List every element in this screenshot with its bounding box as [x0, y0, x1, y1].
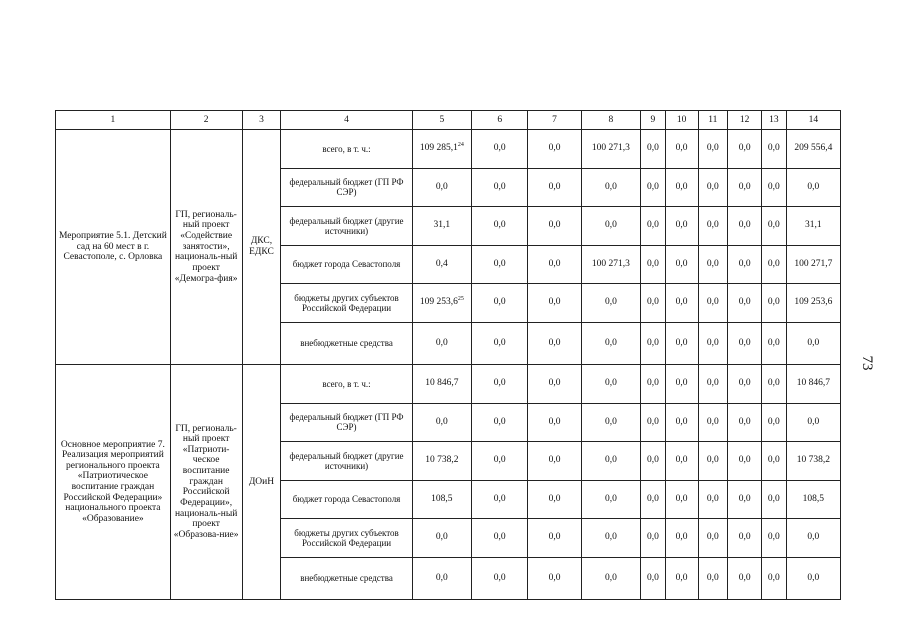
- value-cell: [728, 322, 762, 365]
- value-cell: [641, 480, 666, 519]
- value-cell: [762, 557, 787, 600]
- value-text: 0,0: [767, 416, 780, 427]
- value-cell: [528, 365, 581, 404]
- value-text: 0,0: [646, 220, 659, 231]
- value-cell: [762, 442, 787, 481]
- value-cell: [665, 245, 698, 284]
- value-text: 0,0: [646, 572, 659, 583]
- value-cell: [641, 245, 666, 284]
- value-text: 0,0: [548, 258, 561, 269]
- value-text: 0,0: [604, 337, 617, 348]
- value-cell: [698, 519, 728, 558]
- value-text: 0,4: [435, 258, 448, 269]
- value-text: 0,0: [548, 181, 561, 192]
- value-text: 0,0: [807, 532, 820, 543]
- value-text: 0,0: [646, 416, 659, 427]
- executor-cell: ДКС, ЕДКС: [242, 130, 281, 365]
- value-cell: [728, 519, 762, 558]
- budget-source-cell: федеральный бюджет (ГП РФ СЭР): [281, 403, 412, 442]
- value-text: 0,0: [493, 572, 506, 583]
- column-number: 6: [472, 111, 528, 130]
- value-cell: [786, 480, 840, 519]
- value-text: 0,0: [706, 455, 719, 466]
- value-cell: [665, 365, 698, 404]
- value-cell: [762, 168, 787, 207]
- value-cell: [528, 519, 581, 558]
- value-text: 0,0: [548, 416, 561, 427]
- value-cell: [641, 519, 666, 558]
- value-cell: [786, 322, 840, 365]
- value-cell: [786, 403, 840, 442]
- column-number: 7: [528, 111, 581, 130]
- value-text: 0,0: [493, 181, 506, 192]
- value-text: 0,0: [706, 297, 719, 308]
- value-text: 0,0: [675, 258, 688, 269]
- value-cell: [786, 519, 840, 558]
- value-cell: [472, 442, 528, 481]
- value-text: 0,0: [767, 572, 780, 583]
- value-text: 0,0: [493, 416, 506, 427]
- value-cell: [412, 168, 471, 207]
- budget-source-cell: федеральный бюджет (ГП РФ СЭР): [281, 168, 412, 207]
- budget-source-cell: федеральный бюджет (другие источники): [281, 207, 412, 246]
- value-text: 0,0: [675, 416, 688, 427]
- value-text: 0,0: [435, 416, 448, 427]
- value-cell: [728, 245, 762, 284]
- value-text: 0,0: [646, 378, 659, 389]
- value-cell: [581, 557, 640, 600]
- value-text: 31,1: [805, 220, 822, 231]
- value-text: 0,0: [646, 297, 659, 308]
- value-cell: [786, 284, 840, 323]
- value-text: 0,0: [493, 455, 506, 466]
- value-cell: [762, 519, 787, 558]
- value-text: 0,0: [675, 181, 688, 192]
- value-cell: [698, 403, 728, 442]
- value-cell: [665, 284, 698, 323]
- program-cell: Основное мероприятие 7. Реализация мероприятий регионального проекта «Патриотическое воспитание граждан Российской Федерации» национального проекта «Образование»: [56, 365, 171, 600]
- value-cell: [528, 207, 581, 246]
- value-cell: [581, 480, 640, 519]
- value-text: 10 738,2: [796, 455, 830, 466]
- value-cell: [472, 403, 528, 442]
- column-number: 14: [786, 111, 840, 130]
- value-cell: [698, 130, 728, 169]
- value-text: 0,0: [548, 337, 561, 348]
- value-text: 0,0: [767, 532, 780, 543]
- value-cell: [472, 365, 528, 404]
- value-text: 0,0: [706, 181, 719, 192]
- value-text: 0,0: [675, 378, 688, 389]
- value-cell: [528, 168, 581, 207]
- value-text: 0,0: [493, 220, 506, 231]
- value-text: 109 253,6: [794, 297, 833, 308]
- value-text: 0,0: [604, 416, 617, 427]
- value-cell: [786, 557, 840, 600]
- project-cell: ГП, региональ-ный проект «Содействие занятости», националь-ный проект «Демогра-фия»: [170, 130, 242, 365]
- value-cell: [665, 519, 698, 558]
- value-cell: [412, 322, 471, 365]
- value-cell: [412, 130, 471, 169]
- value-cell: [472, 519, 528, 558]
- value-text: 0,0: [767, 181, 780, 192]
- value-text: 109 285,1: [419, 143, 458, 154]
- value-text: 0,0: [548, 378, 561, 389]
- value-cell: [665, 442, 698, 481]
- value-cell: [581, 403, 640, 442]
- value-text: 0,0: [706, 572, 719, 583]
- value-cell: [762, 322, 787, 365]
- value-cell: [472, 168, 528, 207]
- value-text: 0,0: [646, 337, 659, 348]
- value-cell: [412, 207, 471, 246]
- executor-cell: ДОиН: [242, 365, 281, 600]
- value-text: 0,0: [738, 416, 751, 427]
- value-cell: [581, 284, 640, 323]
- value-text: 0,0: [675, 455, 688, 466]
- value-text: 100 271,3: [591, 258, 630, 269]
- value-text: 0,0: [604, 493, 617, 504]
- value-cell: [472, 284, 528, 323]
- value-text: 0,0: [493, 258, 506, 269]
- value-cell: [581, 442, 640, 481]
- value-cell: [786, 130, 840, 169]
- value-cell: [762, 245, 787, 284]
- value-cell: [412, 365, 471, 404]
- budget-source-cell: бюджеты других субъектов Российской Федерации: [281, 519, 412, 558]
- value-cell: [528, 284, 581, 323]
- value-text: 0,0: [548, 455, 561, 466]
- value-cell: [581, 365, 640, 404]
- value-cell: [528, 403, 581, 442]
- value-cell: [728, 207, 762, 246]
- value-cell: [762, 403, 787, 442]
- value-cell: [665, 168, 698, 207]
- table-row: [56, 365, 841, 404]
- value-cell: [762, 207, 787, 246]
- value-cell: [698, 442, 728, 481]
- value-text: 0,0: [604, 455, 617, 466]
- value-text: 0,0: [646, 455, 659, 466]
- column-number: 1: [56, 111, 171, 130]
- value-cell: [728, 130, 762, 169]
- value-text: 100 271,3: [591, 143, 630, 154]
- budget-source-cell: бюджеты других субъектов Российской Федерации: [281, 284, 412, 323]
- value-cell: [641, 557, 666, 600]
- value-cell: [786, 442, 840, 481]
- value-cell: [698, 322, 728, 365]
- value-cell: [641, 207, 666, 246]
- value-text: 0,0: [493, 143, 506, 154]
- value-cell: [762, 365, 787, 404]
- value-cell: [528, 557, 581, 600]
- value-cell: [728, 365, 762, 404]
- value-text: 0,0: [675, 297, 688, 308]
- value-cell: [665, 130, 698, 169]
- table-row: [56, 130, 841, 169]
- value-cell: [581, 130, 640, 169]
- value-cell: [762, 284, 787, 323]
- value-text: 0,0: [738, 258, 751, 269]
- value-text: 0,0: [675, 143, 688, 154]
- value-text: 0,0: [807, 416, 820, 427]
- value-cell: [472, 245, 528, 284]
- value-text: 0,0: [604, 220, 617, 231]
- value-cell: [581, 322, 640, 365]
- project-cell: ГП, региональ-ный проект «Патриоти-ческое воспитание граждан Российской Федерации», националь-ный проект «Образова-ние»: [170, 365, 242, 600]
- value-text: 0,0: [767, 378, 780, 389]
- column-number: 4: [281, 111, 412, 130]
- value-text: 0,0: [738, 455, 751, 466]
- value-cell: [528, 480, 581, 519]
- value-text: 0,0: [675, 220, 688, 231]
- value-cell: [728, 284, 762, 323]
- value-text: 0,0: [646, 258, 659, 269]
- value-cell: [641, 365, 666, 404]
- column-number: 8: [581, 111, 640, 130]
- value-cell: [528, 130, 581, 169]
- value-text: 0,0: [646, 181, 659, 192]
- value-text: 0,0: [767, 455, 780, 466]
- value-text: 0,0: [738, 337, 751, 348]
- value-cell: [641, 322, 666, 365]
- value-cell: [412, 519, 471, 558]
- value-text: 0,0: [706, 143, 719, 154]
- value-cell: [698, 480, 728, 519]
- value-cell: [698, 557, 728, 600]
- value-text: 0,0: [706, 493, 719, 504]
- value-text: 0,0: [738, 572, 751, 583]
- budget-table: [55, 110, 841, 600]
- footnote-marker: 24: [457, 142, 464, 149]
- program-cell: Мероприятие 5.1. Детский сад на 60 мест в г. Севастополе, с. Орловка: [56, 130, 171, 365]
- value-text: 0,0: [675, 532, 688, 543]
- value-text: 0,0: [493, 337, 506, 348]
- value-cell: [528, 442, 581, 481]
- column-number: 13: [762, 111, 787, 130]
- value-cell: [728, 557, 762, 600]
- value-text: 0,0: [493, 532, 506, 543]
- table-body: [56, 111, 841, 600]
- value-cell: [641, 403, 666, 442]
- page-number: 73: [859, 355, 875, 371]
- value-cell: [528, 245, 581, 284]
- value-cell: [412, 442, 471, 481]
- value-cell: [665, 557, 698, 600]
- value-text: 0,0: [738, 143, 751, 154]
- value-cell: [528, 322, 581, 365]
- value-text: 0,0: [738, 297, 751, 308]
- value-text: 0,0: [675, 572, 688, 583]
- value-text: 0,0: [548, 297, 561, 308]
- column-number: 2: [170, 111, 242, 130]
- value-text: 108,5: [431, 493, 453, 504]
- value-text: 0,0: [435, 572, 448, 583]
- value-text: 0,0: [604, 378, 617, 389]
- value-cell: [472, 557, 528, 600]
- budget-source-cell: бюджет города Севастополя: [281, 480, 412, 519]
- value-text: 100 271,7: [794, 258, 833, 269]
- value-cell: [412, 557, 471, 600]
- value-cell: [786, 365, 840, 404]
- value-text: 0,0: [548, 220, 561, 231]
- value-cell: [728, 480, 762, 519]
- value-text: 10 846,7: [425, 378, 459, 389]
- budget-source-cell: бюджет города Севастополя: [281, 245, 412, 284]
- budget-source-cell: всего, в т. ч.:: [281, 130, 412, 169]
- column-number: 3: [242, 111, 281, 130]
- value-cell: [472, 207, 528, 246]
- value-cell: [698, 284, 728, 323]
- value-text: 0,0: [738, 220, 751, 231]
- value-cell: [412, 403, 471, 442]
- budget-source-cell: всего, в т. ч.:: [281, 365, 412, 404]
- value-cell: [762, 480, 787, 519]
- value-text: 0,0: [548, 493, 561, 504]
- value-cell: [698, 207, 728, 246]
- value-text: 0,0: [548, 532, 561, 543]
- value-text: 0,0: [435, 337, 448, 348]
- value-text: 0,0: [706, 378, 719, 389]
- value-text: 0,0: [646, 143, 659, 154]
- value-text: 0,0: [604, 181, 617, 192]
- value-text: 0,0: [548, 572, 561, 583]
- value-cell: [472, 322, 528, 365]
- value-text: 0,0: [706, 416, 719, 427]
- value-text: 0,0: [807, 181, 820, 192]
- value-text: 10 738,2: [425, 455, 459, 466]
- value-text: 31,1: [433, 220, 451, 231]
- column-number-row: [56, 111, 841, 130]
- value-text: 0,0: [807, 337, 820, 348]
- value-cell: [581, 245, 640, 284]
- value-cell: [786, 207, 840, 246]
- value-text: 109 253,6: [419, 297, 458, 308]
- value-text: 0,0: [738, 181, 751, 192]
- value-cell: [641, 130, 666, 169]
- column-number: 12: [728, 111, 762, 130]
- value-cell: [581, 207, 640, 246]
- value-cell: [665, 322, 698, 365]
- column-number: 9: [641, 111, 666, 130]
- value-text: 0,0: [706, 532, 719, 543]
- value-cell: [641, 442, 666, 481]
- value-text: 0,0: [604, 572, 617, 583]
- value-cell: [412, 245, 471, 284]
- value-text: 0,0: [767, 143, 780, 154]
- value-text: 0,0: [706, 258, 719, 269]
- value-cell: [786, 168, 840, 207]
- value-text: 0,0: [767, 493, 780, 504]
- value-cell: [698, 168, 728, 207]
- value-cell: [698, 245, 728, 284]
- value-text: 10 846,7: [796, 378, 830, 389]
- value-text: 0,0: [767, 337, 780, 348]
- value-text: 0,0: [675, 493, 688, 504]
- value-text: 0,0: [767, 297, 780, 308]
- value-cell: [641, 284, 666, 323]
- value-text: 0,0: [738, 532, 751, 543]
- value-text: 0,0: [493, 493, 506, 504]
- value-text: 0,0: [604, 532, 617, 543]
- value-cell: [665, 480, 698, 519]
- value-text: 0,0: [807, 572, 820, 583]
- column-number: 10: [665, 111, 698, 130]
- value-text: 0,0: [435, 532, 448, 543]
- value-cell: [412, 284, 471, 323]
- value-text: 0,0: [706, 337, 719, 348]
- value-text: 0,0: [675, 337, 688, 348]
- value-text: 0,0: [767, 258, 780, 269]
- value-cell: [698, 365, 728, 404]
- value-text: 0,0: [767, 220, 780, 231]
- value-text: 0,0: [646, 532, 659, 543]
- value-cell: [728, 403, 762, 442]
- value-text: 0,0: [738, 493, 751, 504]
- value-text: 0,0: [435, 181, 448, 192]
- value-cell: [762, 130, 787, 169]
- value-text: 0,0: [604, 297, 617, 308]
- value-cell: [665, 207, 698, 246]
- value-text: 0,0: [493, 297, 506, 308]
- value-cell: [665, 403, 698, 442]
- value-cell: [641, 168, 666, 207]
- value-cell: [728, 442, 762, 481]
- footnote-marker: 25: [457, 296, 464, 303]
- value-text: 0,0: [706, 220, 719, 231]
- budget-source-cell: внебюджетные средства: [281, 322, 412, 365]
- value-cell: [581, 168, 640, 207]
- value-cell: [728, 168, 762, 207]
- value-text: 209 556,4: [794, 143, 833, 154]
- budget-source-cell: федеральный бюджет (другие источники): [281, 442, 412, 481]
- column-number: 11: [698, 111, 728, 130]
- value-cell: [412, 480, 471, 519]
- value-cell: [472, 130, 528, 169]
- budget-source-cell: внебюджетные средства: [281, 557, 412, 600]
- value-cell: [472, 480, 528, 519]
- value-text: 0,0: [646, 493, 659, 504]
- value-text: 0,0: [548, 143, 561, 154]
- value-text: 0,0: [493, 378, 506, 389]
- value-text: 108,5: [802, 493, 824, 504]
- column-number: 5: [412, 111, 471, 130]
- value-cell: [786, 245, 840, 284]
- value-text: 0,0: [738, 378, 751, 389]
- value-cell: [581, 519, 640, 558]
